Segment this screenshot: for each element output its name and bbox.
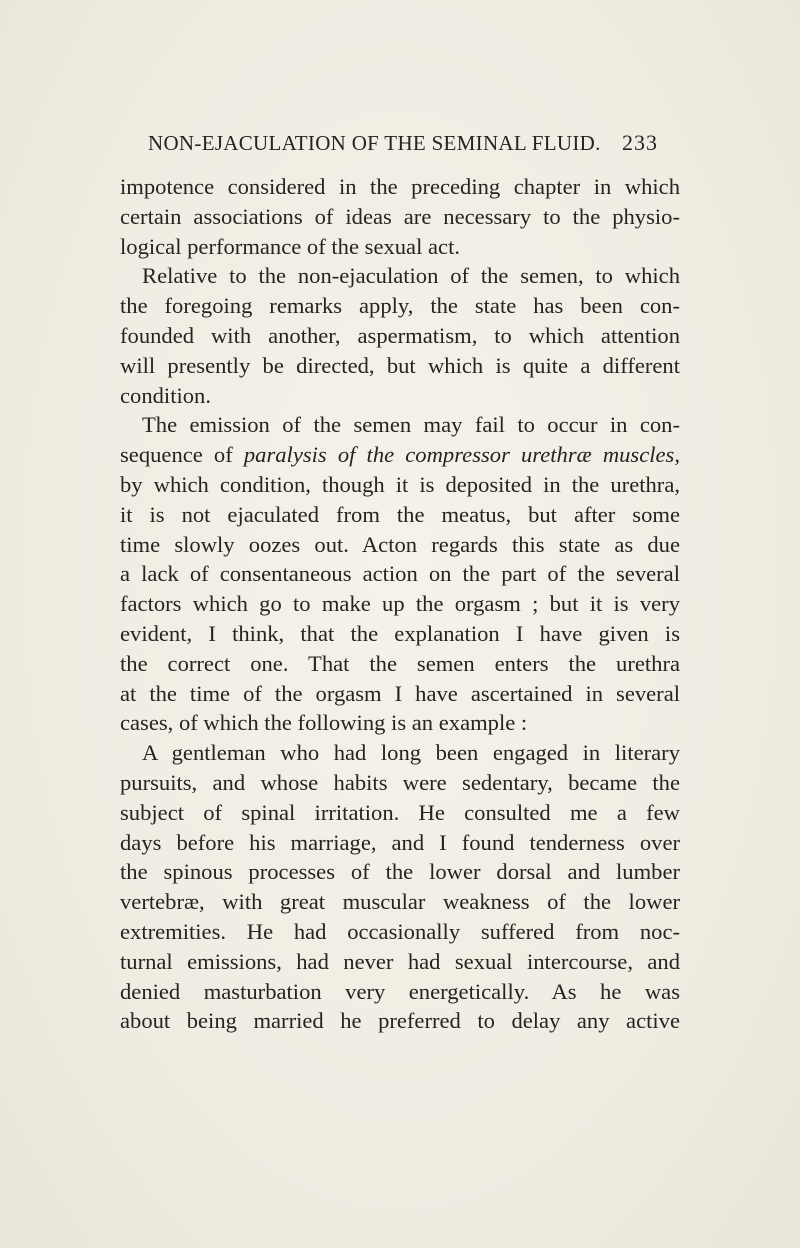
text-line: evident, I think, that the explanation I have given is xyxy=(120,620,680,646)
text-line: impotence considered in the preceding chapter in which xyxy=(120,174,680,199)
text-line: time slowly oozes out. Acton regards this state as due xyxy=(120,531,680,557)
running-title: NON-EJACULATION OF THE SEMINAL FLUID. xyxy=(148,131,601,155)
text-line xyxy=(120,440,680,470)
text-line: days before his marriage, and I found tenderness over xyxy=(120,829,680,855)
paragraph-start-line: Relative to the non-ejaculation of the semen, to which xyxy=(142,263,680,289)
text-line: founded with another, aspermatism, to which attention xyxy=(120,322,680,348)
text-line: the spinous processes of the lower dorsal and lumber xyxy=(120,859,680,885)
text-line: the foregoing remarks apply, the state has been con- xyxy=(120,293,680,319)
text-line: denied masturbation very energetically. As he was xyxy=(120,978,680,1004)
text-line: pursuits, and whose habits were sedentary, became the xyxy=(120,769,680,795)
text-line: certain associations of ideas are necessary to the physio- xyxy=(120,203,680,229)
body-text xyxy=(120,172,680,1036)
text-line: a lack of consentaneous action on the part of the several xyxy=(120,561,680,587)
text-line: the correct one. That the semen enters the urethra xyxy=(120,650,680,676)
italic-phrase: paralysis of the compressor urethræ muscles, xyxy=(243,442,681,468)
text-line: at the time of the orgasm I have ascertained in several xyxy=(120,680,680,706)
paragraph-start-line: The emission of the semen may fail to occur in con- xyxy=(142,412,680,438)
text-line: subject of spinal irritation. He consulted me a few xyxy=(120,799,680,825)
running-header xyxy=(148,130,658,162)
text-line: factors which go to make up the orgasm ; but it is very xyxy=(120,591,680,617)
text-line: vertebræ, with great muscular weakness of the lower xyxy=(120,889,680,915)
text-segment: sequence of xyxy=(120,442,233,468)
text-line: by which condition, though it is deposited in the urethra, xyxy=(120,471,680,497)
text-line: condition. xyxy=(120,382,211,408)
paragraph-start-line: A gentleman who had long been engaged in literary xyxy=(142,740,680,766)
text-line: extremities. He had occasionally suffered from noc- xyxy=(120,918,680,944)
text-line: logical performance of the sexual act. xyxy=(120,233,460,259)
text-line: cases, of which the following is an example : xyxy=(120,710,528,736)
page-number: 233 xyxy=(622,130,658,155)
text-line: it is not ejaculated from the meatus, but after some xyxy=(120,501,680,527)
text-line: about being married he preferred to delay any active xyxy=(120,1008,680,1034)
text-line: will presently be directed, but which is quite a different xyxy=(120,352,680,378)
text-line: turnal emissions, had never had sexual intercourse, and xyxy=(120,948,680,974)
